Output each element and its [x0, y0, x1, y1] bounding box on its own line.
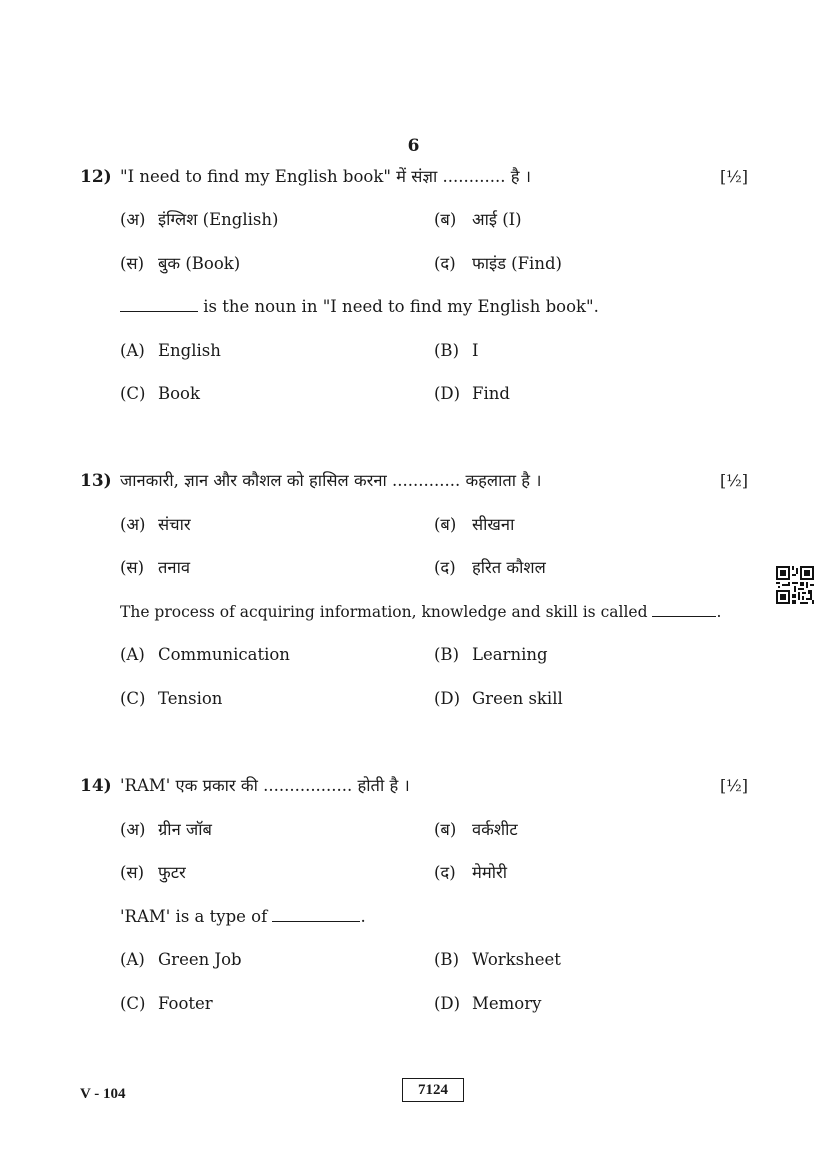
question-marks: [½] [720, 471, 748, 490]
question-number: 14) [80, 776, 112, 796]
option-text: ग्रीन जॉब [158, 820, 212, 839]
option-hindi-d [434, 556, 546, 580]
option-text: Footer [158, 994, 213, 1013]
answer-blank [652, 602, 716, 617]
option-hindi-c [120, 556, 190, 580]
qr-code-icon [776, 566, 814, 604]
option-label: (ब) [434, 515, 457, 534]
option-label: (अ) [120, 515, 146, 534]
option-english-d [434, 992, 541, 1016]
question-header [80, 469, 748, 493]
option-english-b [434, 643, 548, 667]
option-english-d [434, 382, 510, 406]
option-label: (अ) [120, 210, 146, 229]
question-hindi-stem: जानकारी, ज्ञान और कौशल को हासिल करना ............. कहलाता है । [120, 471, 542, 490]
booklet-code-box: 7124 [402, 1078, 464, 1102]
option-hindi-a [120, 208, 278, 232]
option-text: सीखना [472, 515, 515, 534]
option-text: हरित कौशल [472, 558, 546, 577]
option-hindi-a [120, 513, 191, 537]
option-text: Book [158, 384, 200, 403]
option-label: (A) [120, 950, 145, 969]
question-number: 12) [80, 167, 112, 187]
option-english-b [434, 948, 561, 972]
option-label: (A) [120, 645, 145, 664]
english-stem-text: is the noun in "I need to find my English book". [198, 297, 599, 316]
option-label: (B) [434, 950, 459, 969]
option-text: Memory [472, 994, 542, 1013]
option-label: (द) [434, 254, 456, 273]
option-label: (स) [120, 254, 145, 273]
option-text: Tension [158, 689, 223, 708]
option-text: बुक (Book) [158, 254, 241, 273]
option-label: (ब) [434, 210, 457, 229]
option-hindi-b [434, 818, 518, 842]
option-text: Learning [472, 645, 548, 664]
option-english-a [120, 948, 242, 972]
option-english-a [120, 339, 221, 363]
option-hindi-b [434, 208, 522, 232]
option-label: (C) [120, 384, 146, 403]
option-label: (अ) [120, 820, 146, 839]
question-hindi-stem: 'RAM' एक प्रकार की ................. होती है । [120, 776, 410, 795]
option-hindi-a [120, 818, 212, 842]
option-text: इंग्लिश (English) [158, 210, 279, 229]
option-text: Worksheet [472, 950, 561, 969]
option-text: Green Job [158, 950, 242, 969]
option-text: मेमोरी [472, 863, 508, 882]
option-english-a [120, 643, 290, 667]
option-text: आई (I) [472, 210, 522, 229]
question-number: 13) [80, 471, 112, 491]
option-hindi-c [120, 861, 186, 885]
option-text: Find [472, 384, 510, 403]
option-label: (D) [434, 384, 461, 403]
page-number: 6 [407, 136, 420, 156]
option-label: (द) [434, 863, 456, 882]
option-english-d [434, 687, 563, 711]
option-label: (ब) [434, 820, 457, 839]
option-hindi-b [434, 513, 514, 537]
option-text: Communication [158, 645, 290, 664]
option-hindi-d [434, 861, 507, 885]
question-english-stem [120, 295, 599, 319]
option-text: I [472, 341, 479, 360]
option-label: (C) [120, 689, 146, 708]
option-text: संचार [158, 515, 191, 534]
answer-blank [120, 297, 198, 312]
question-marks: [½] [720, 167, 748, 186]
option-english-c [120, 992, 213, 1016]
option-text: वर्कशीट [472, 820, 518, 839]
option-label: (स) [120, 863, 145, 882]
option-hindi-d [434, 252, 562, 276]
option-hindi-c [120, 252, 240, 276]
option-text: तनाव [158, 558, 191, 577]
option-label: (B) [434, 341, 459, 360]
option-label: (B) [434, 645, 459, 664]
option-label: (स) [120, 558, 145, 577]
option-label: (D) [434, 994, 461, 1013]
option-label: (A) [120, 341, 145, 360]
option-text: फाइंड (Find) [472, 254, 562, 273]
option-label: (C) [120, 994, 146, 1013]
paper-code: V - 104 [80, 1086, 126, 1102]
question-header [80, 165, 748, 189]
option-english-c [120, 687, 222, 711]
english-stem-text: 'RAM' is a type of [120, 907, 273, 926]
question-marks: [½] [720, 776, 748, 795]
english-stem-text: The process of acquiring information, knowledge and skill is called [120, 603, 653, 621]
option-text: फुटर [158, 863, 186, 882]
option-label: (द) [434, 558, 456, 577]
question-header [80, 774, 748, 798]
question-english-stem: The process of acquiring information, knowledge and skill is called . [120, 603, 722, 621]
option-english-c [120, 382, 200, 406]
option-label: (D) [434, 689, 461, 708]
option-text: Green skill [472, 689, 563, 708]
option-text: English [158, 341, 221, 360]
question-english-stem: 'RAM' is a type of . [120, 907, 366, 926]
question-hindi-stem: "I need to find my English book" में संज्ञा ............ है । [120, 167, 531, 186]
answer-blank [272, 907, 360, 922]
option-english-b [434, 339, 479, 363]
